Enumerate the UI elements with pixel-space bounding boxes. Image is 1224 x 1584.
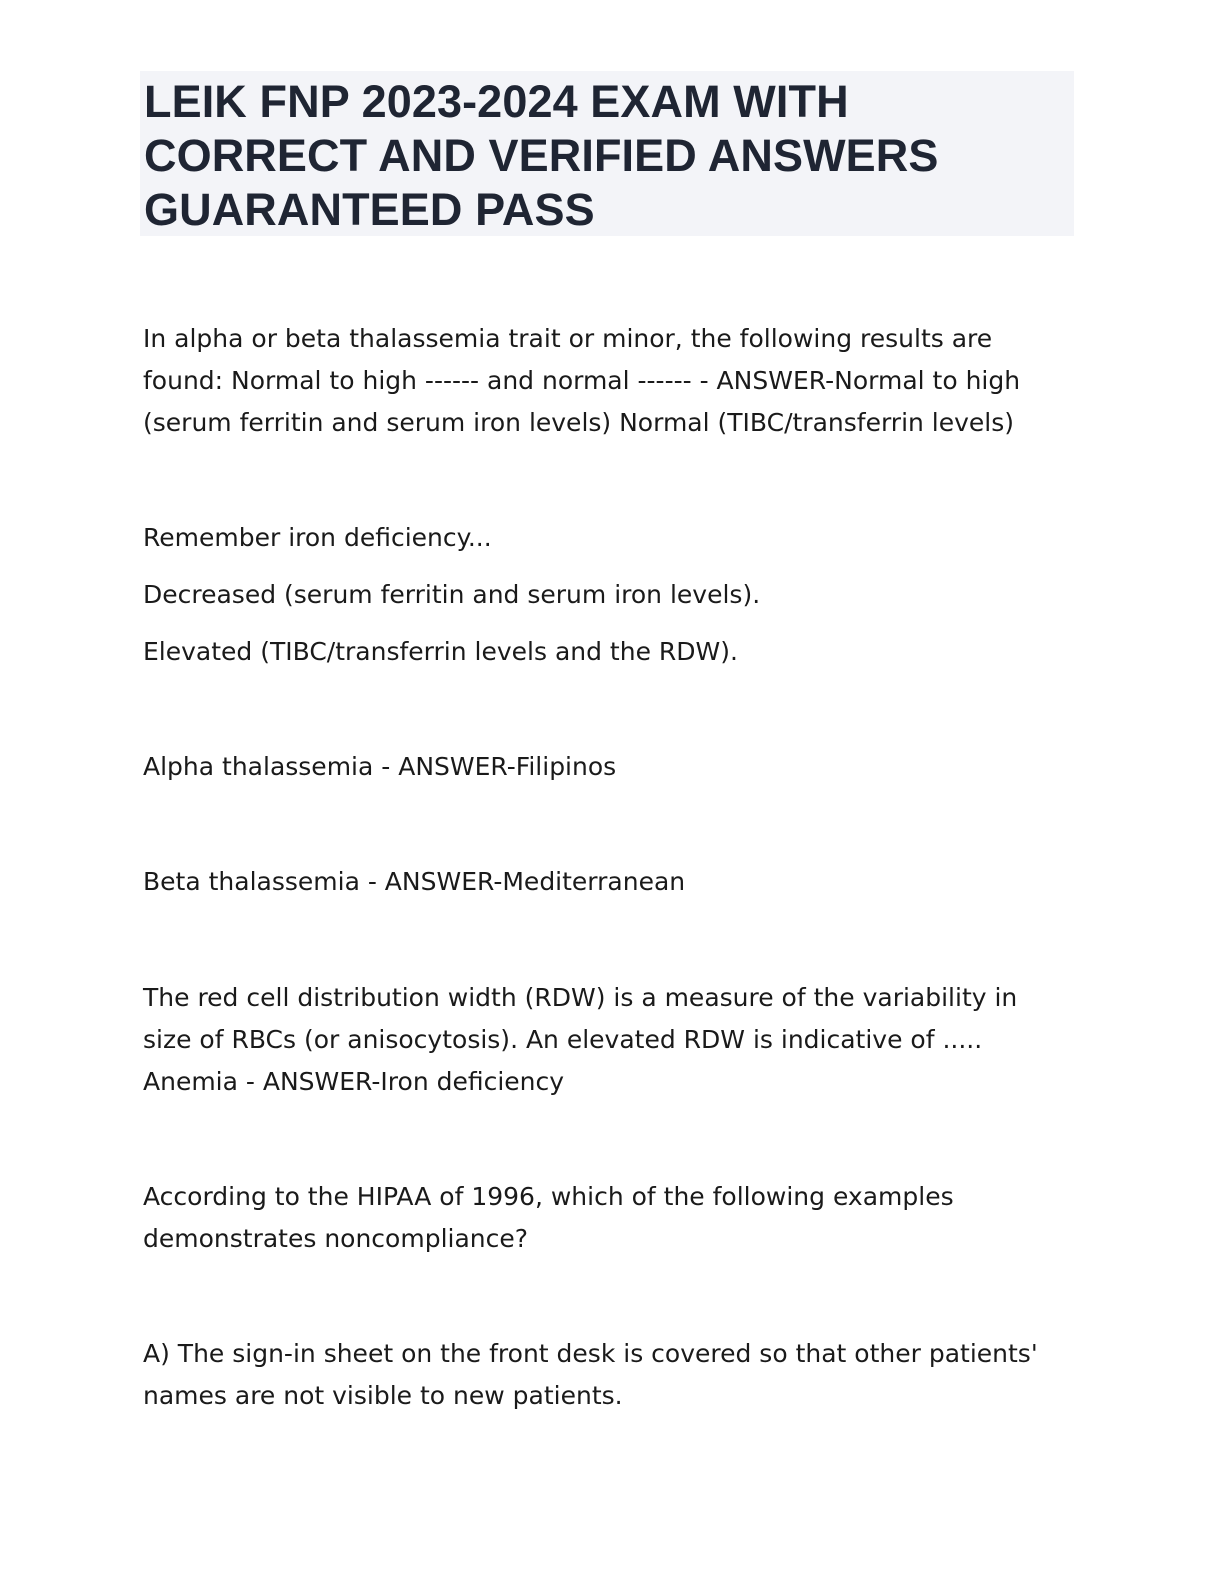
text-line: (serum ferritin and serum iron levels) Normal (TIBC/transferrin levels) <box>143 408 1015 437</box>
thalassemia-question-paragraph <box>143 318 1083 444</box>
text-line: demonstrates noncompliance? <box>143 1224 529 1253</box>
text-line: size of RBCs (or anisocytosis). An elevated RDW is indicative of ..... <box>143 1025 983 1054</box>
beta-thalassemia-answer <box>143 861 1083 903</box>
text-line: Anemia - ANSWER-Iron deficiency <box>143 1067 565 1096</box>
option-a-paragraph <box>143 1333 1083 1417</box>
decreased-note <box>143 574 1083 616</box>
text-line: The red cell distribution width (RDW) is a measure of the variability in <box>143 983 1018 1012</box>
text-line: found: Normal to high ------ and normal ------ - ANSWER-Normal to high <box>143 366 1021 395</box>
alpha-thalassemia-answer <box>143 746 1083 788</box>
text-line: Elevated (TIBC/transferrin levels and the RDW). <box>143 637 738 666</box>
text-line: Alpha thalassemia - ANSWER-Filipinos <box>143 752 617 781</box>
text-line: In alpha or beta thalassemia trait or minor, the following results are <box>143 324 993 353</box>
title-line: LEIK FNP 2023-2024 EXAM WITH <box>144 76 849 127</box>
text-line: According to the HIPAA of 1996, which of the following examples <box>143 1182 954 1211</box>
text-line: Remember iron deficiency... <box>143 523 492 552</box>
iron-deficiency-note <box>143 517 1083 559</box>
elevated-note <box>143 631 1083 673</box>
document-title <box>140 71 1074 236</box>
text-line: names are not visible to new patients. <box>143 1381 623 1410</box>
text-line: Decreased (serum ferritin and serum iron levels). <box>143 580 761 609</box>
title-line: CORRECT AND VERIFIED ANSWERS <box>144 130 939 181</box>
title-line: GUARANTEED PASS <box>144 184 595 235</box>
rdw-question-paragraph <box>143 977 1083 1103</box>
text-line: A) The sign-in sheet on the front desk is covered so that other patients' <box>143 1339 1038 1368</box>
hipaa-question-paragraph <box>143 1176 1083 1260</box>
text-line: Beta thalassemia - ANSWER-Mediterranean <box>143 867 686 896</box>
